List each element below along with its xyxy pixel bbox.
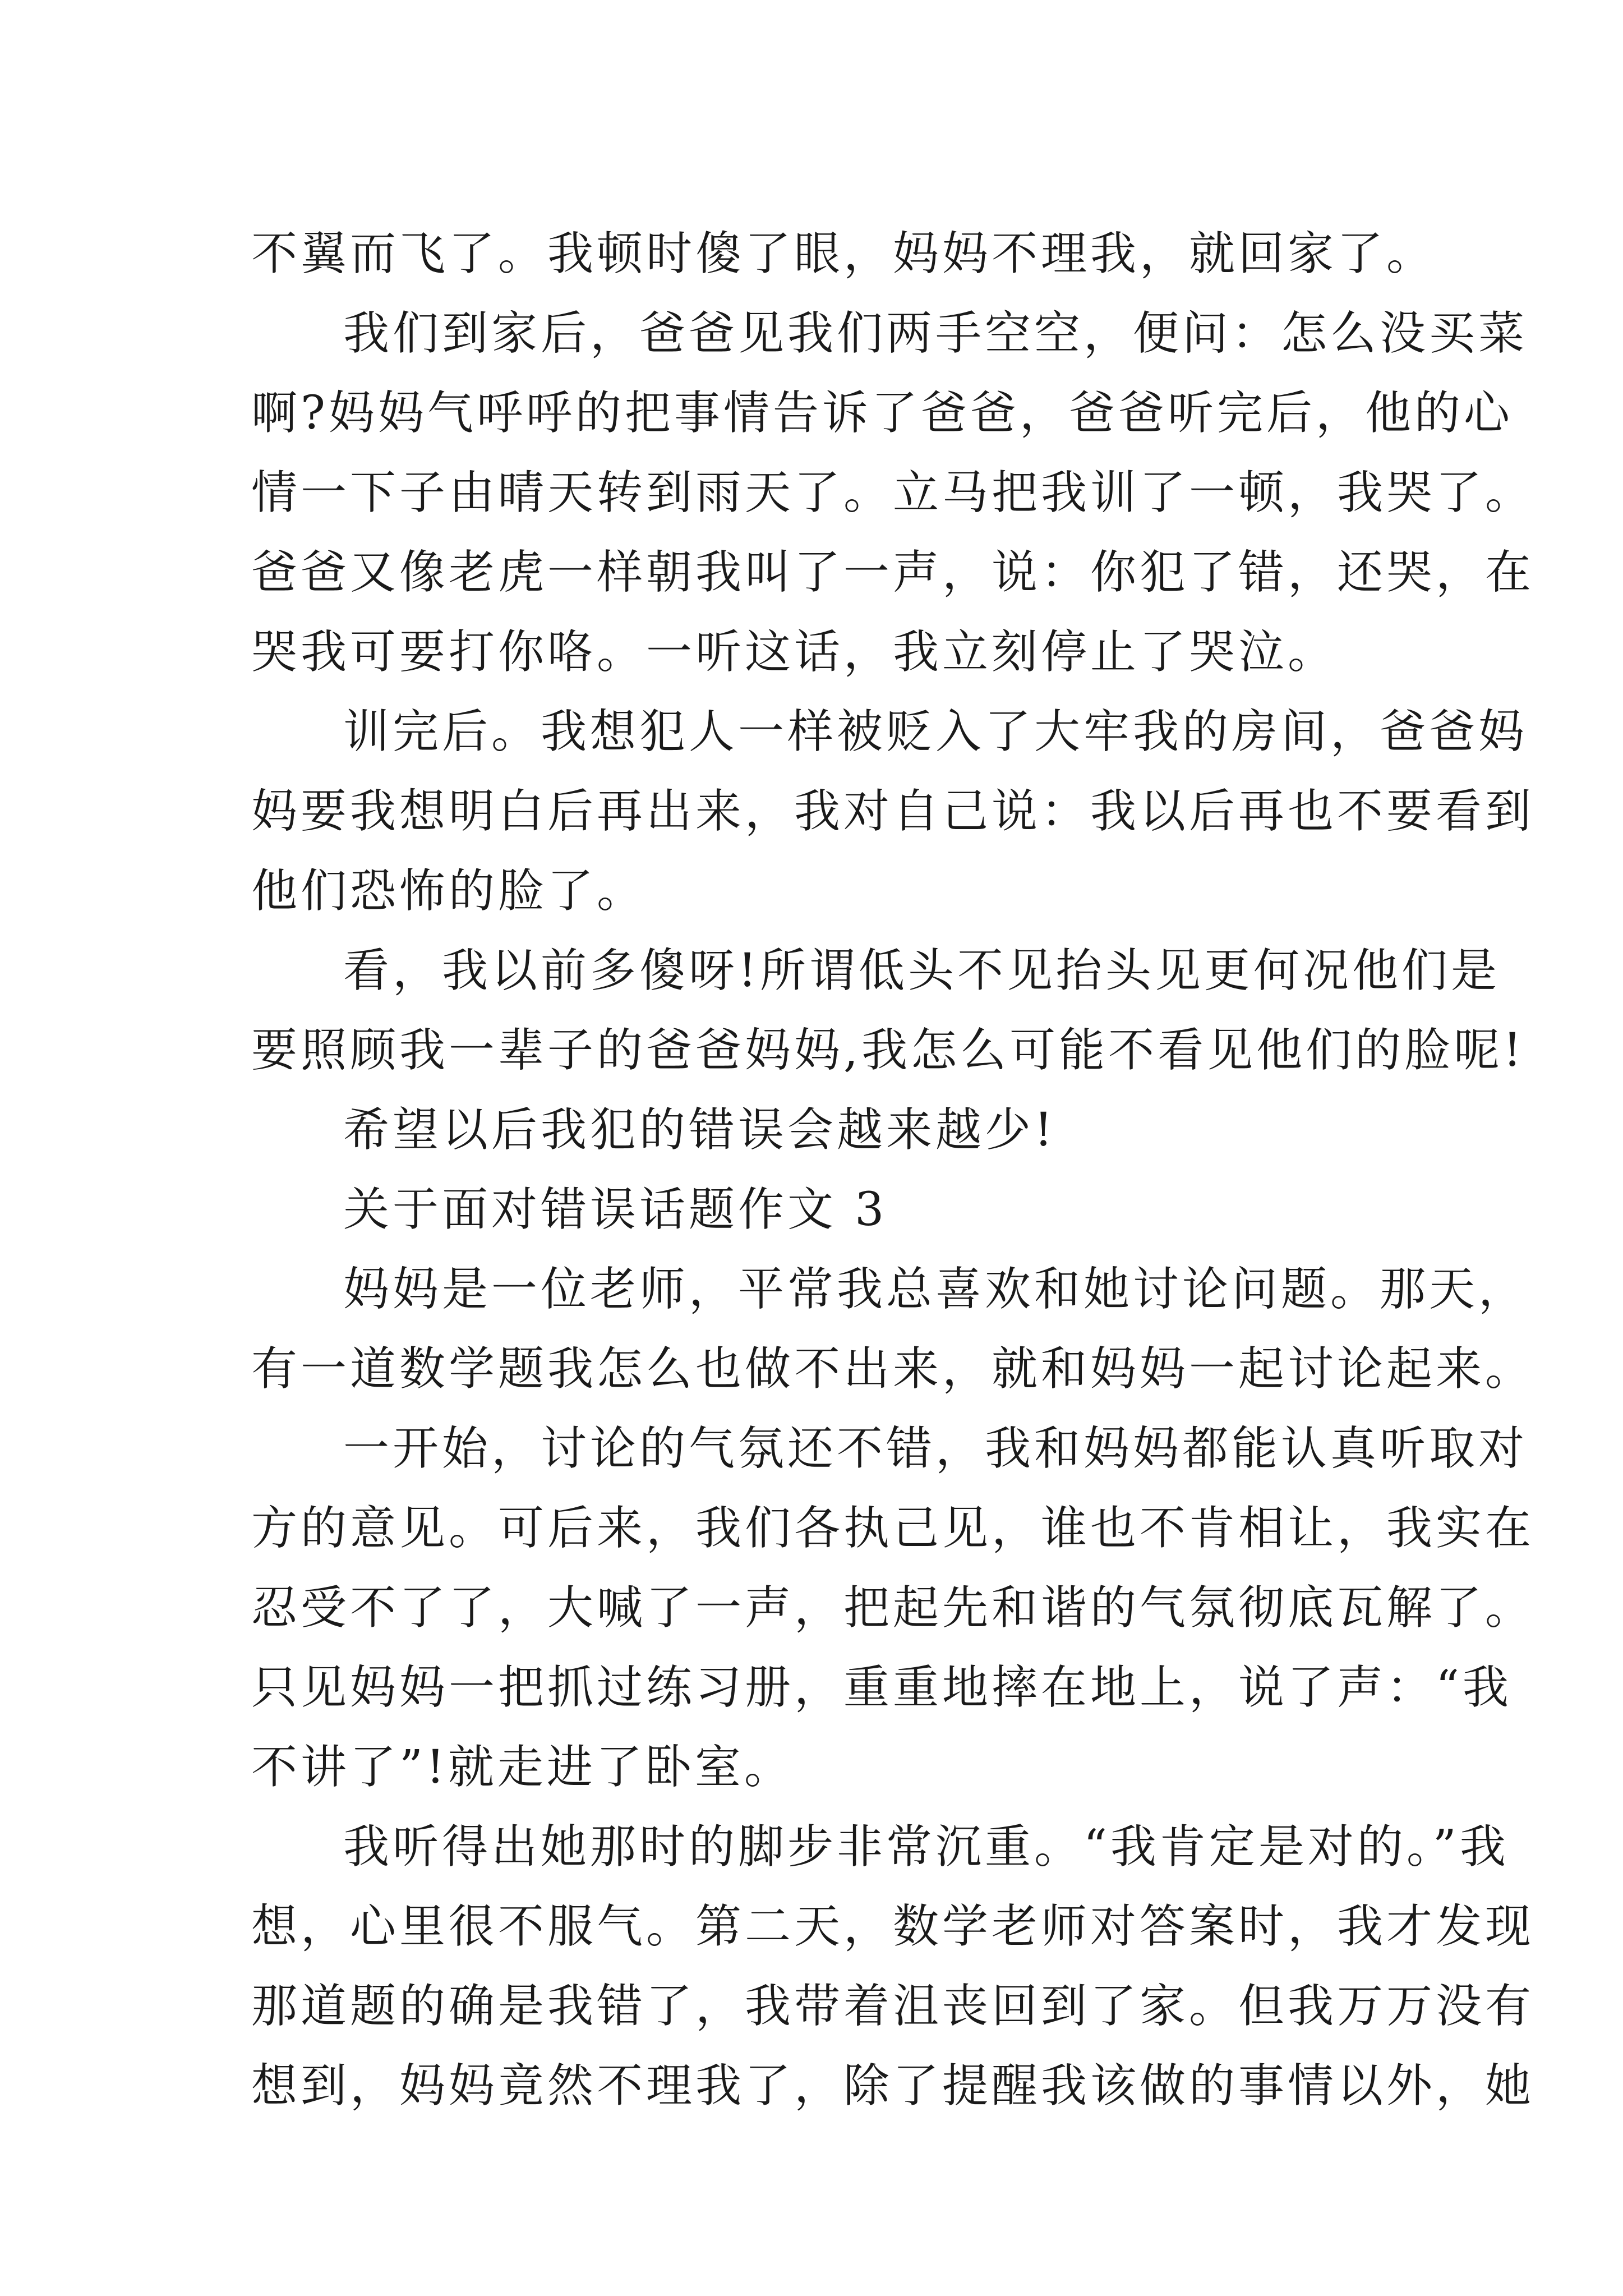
text-line: 不翼而飞了。我顿时傻了眼，妈妈不理我，就回家了。 (251, 227, 1436, 280)
text-line: 想到，妈妈竟然不理我了，除了提醒我该做的事情以外，她 (251, 2059, 1535, 2113)
text-line: 想，心里很不服气。第二天，数学老师对答案时，我才发现 (251, 1900, 1535, 1953)
text-line: 训完后。我想犯人一样被贬入了大牢我的房间，爸爸妈 (343, 705, 1528, 758)
text-line: 爸爸又像老虎一样朝我叫了一声，说：你犯了错，还哭，在 (251, 546, 1535, 599)
text-line: 忍受不了了，大喊了一声，把起先和谐的气氛彻底瓦解了。 (251, 1581, 1535, 1635)
text-line: 只见妈妈一把抓过练习册，重重地摔在地上，说了声：“我 (251, 1661, 1512, 1714)
text-line: 希望以后我犯的错误会越来越少! (343, 1103, 1056, 1157)
text-line: 不讲了”!就走进了卧室。 (251, 1741, 794, 1794)
text-line: 他们恐怖的脸了。 (251, 864, 647, 918)
text-line: 情一下子由晴天转到雨天了。立马把我训了一顿，我哭了。 (251, 466, 1535, 519)
body-text (251, 214, 1535, 2126)
text-line: 一开始，讨论的气氛还不错，我和妈妈都能认真听取对 (343, 1422, 1528, 1475)
text-line: 要照顾我一辈子的爸爸妈妈,我怎么可能不看见他们的脸呢! (251, 1024, 1525, 1077)
text-line: 看，我以前多傻呀!所谓低头不见抬头见更何况他们是 (343, 944, 1500, 997)
text-line: 妈要我想明白后再出来，我对自己说：我以后再也不要看到 (251, 785, 1535, 838)
section-heading: 关于面对错误话题作文 3 (343, 1183, 888, 1236)
text-line: 我们到家后，爸爸见我们两手空空，便问：怎么没买菜 (343, 307, 1528, 360)
text-line: 我听得出她那时的脚步非常沉重。“我肯定是对的。”我 (343, 1820, 1509, 1874)
text-line: 哭我可要打你咯。一听这话，我立刻停止了哭泣。 (251, 625, 1338, 679)
text-line: 妈妈是一位老师，平常我总喜欢和她讨论问题。那天， (343, 1263, 1528, 1316)
text-line: 有一道数学题我怎么也做不出来，就和妈妈一起讨论起来。 (251, 1342, 1535, 1396)
text-line: 啊?妈妈气呼呼的把事情告诉了爸爸，爸爸听完后，他的心 (251, 386, 1513, 440)
text-line: 方的意见。可后来，我们各执己见，谁也不肯相让，我实在 (251, 1502, 1535, 1555)
text-line: 那道题的确是我错了，我带着沮丧回到了家。但我万万没有 (251, 1980, 1535, 2033)
